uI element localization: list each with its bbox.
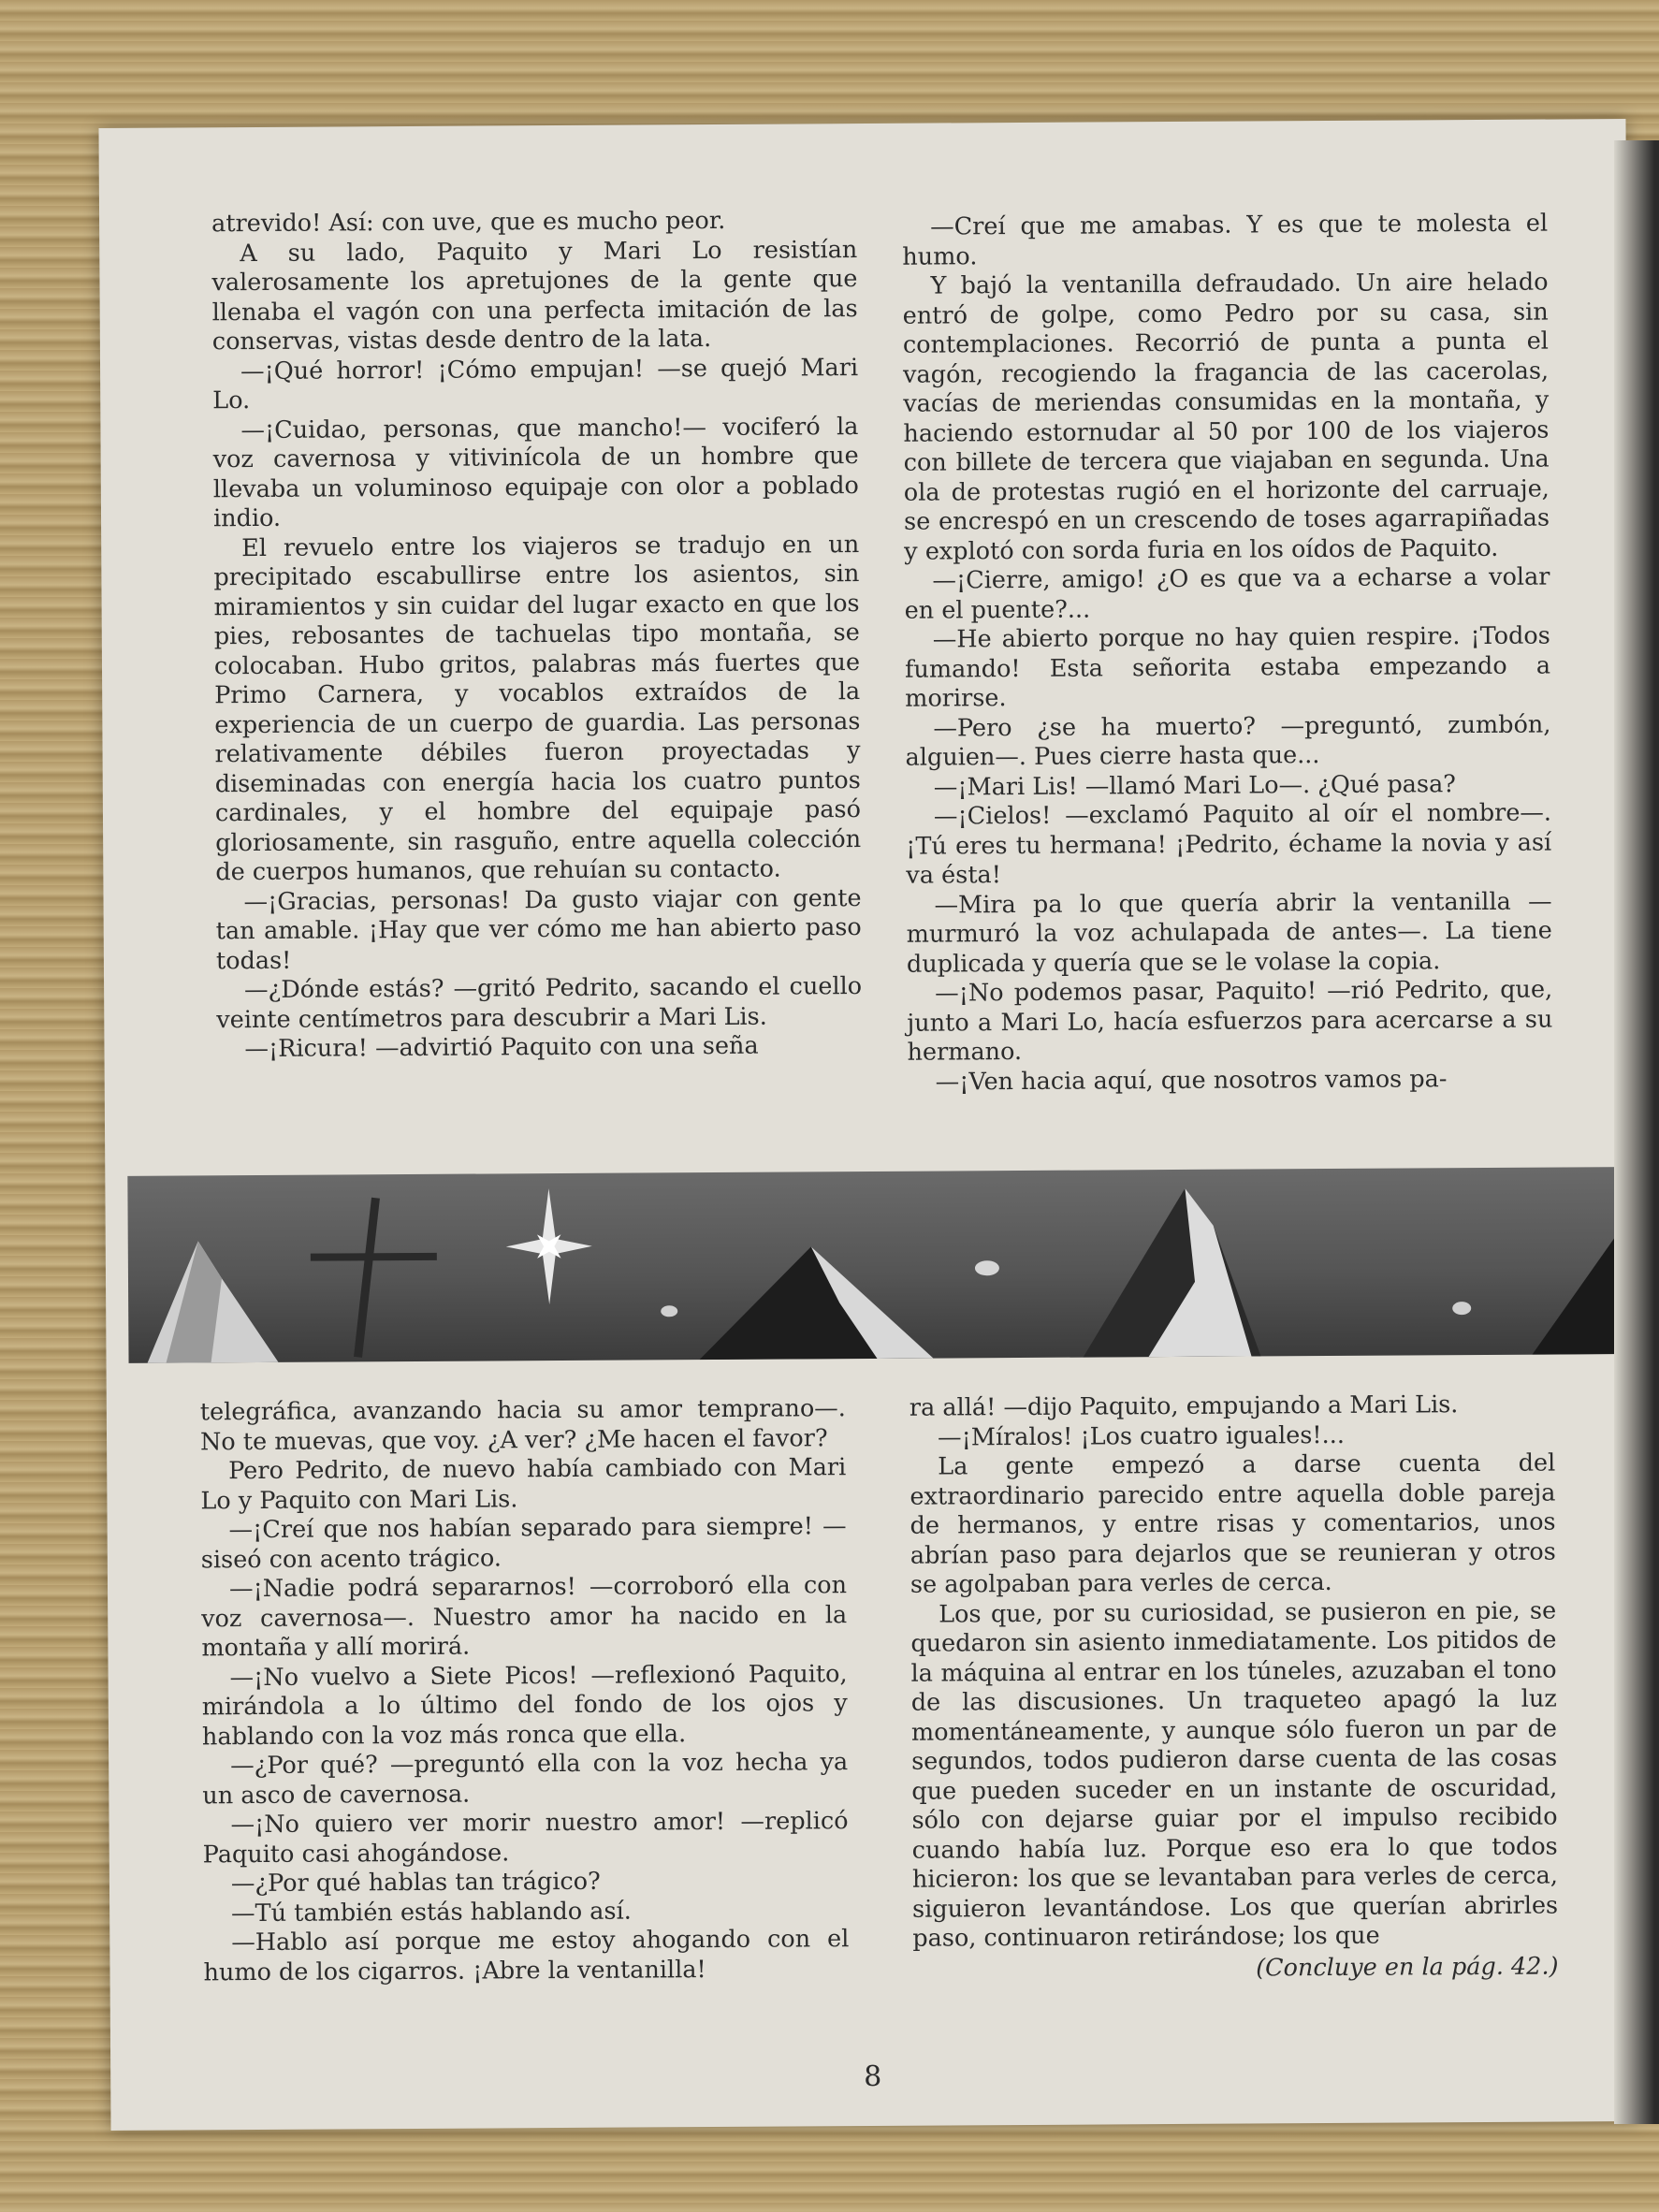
- paragraph: ra allá! —dijo Paquito, empujando a Mari Lis.: [909, 1390, 1459, 1422]
- paragraph: —¿Dónde estás? —gritó Pedrito, sacando el cuello veinte centímetros para descubrir a Mari Lis.: [216, 972, 863, 1034]
- paragraph: —¡Nadie podrá separarnos! —corroboró ella con voz cavernosa—. Nuestro amor ha nacido en la montaña y allí morirá.: [201, 1571, 848, 1663]
- paragraph: —¡Cierre, amigo! ¿O es que va a echarse a volar en el puente?...: [904, 562, 1550, 625]
- paragraph: —Creí que me amabas. Y es que te molesta el humo.: [902, 209, 1549, 271]
- paragraph: —¡Cuidao, personas, que mancho!— vociferó la voz cavernosa y vitivinícola de un hombre que llevaba un voluminoso equipaje con olor a poblado indio.: [212, 412, 859, 533]
- paragraph: —Pero ¿se ha muerto? —preguntó, zumbón, alguien—. Pues cierre hasta que...: [905, 710, 1551, 772]
- paragraph: atrevido! Así: con uve, que es mucho peor.: [211, 206, 726, 239]
- paragraph: —He abierto porque no hay quien respire. ¡Todos fumando! Esta señorita estaba empezando a morirse.: [904, 621, 1551, 713]
- paragraph: Y bajó la ventanilla defraudado. Un aire helado entró de golpe, como Pedro por su casa, sin contemplaciones. Recorrió de punta a punta el vagón, recogiendo la fragancia de las cacerolas, vacías de meriendas consumidas en la montaña, y haciendo estornudar al 50 por 100 de los viajeros con billete de tercera que viajaban en segunda. Una ola de protestas rugió en el horizonte del carruaje, se encrespó en un crescendo de toses agarrapiñadas y explotó con sorda furia en los oídos de Paquito.: [902, 268, 1550, 566]
- paragraph: —¡No podemos pasar, Paquito! —rió Pedrito, que, junto a Mari Lo, hacía esfuerzos para acercarse a su hermano.: [907, 975, 1553, 1067]
- night-mountain-illustration: [127, 1167, 1625, 1363]
- paragraph: —¡No quiero ver morir nuestro amor! —replicó Paquito casi ahogándose.: [202, 1807, 849, 1869]
- text-column-top-left: [211, 206, 863, 1065]
- paragraph: —¡No vuelvo a Siete Picos! —reflexionó Paquito, mirándola a lo último del fondo de los ojos y hablando con la voz más ronca que ella.: [201, 1659, 848, 1751]
- text-column-bottom-left: [200, 1394, 850, 1987]
- paragraph: —¡Ricura! —advirtió Paquito con una seña: [244, 1031, 759, 1064]
- paragraph: La gente empezó a darse cuenta del extraordinario parecido entre aquella doble pareja de hermanos, y entre risas y comentarios, unos abrían paso para dejarlos que se reunieran y otros se agolpaban para verles de cerca.: [910, 1448, 1556, 1599]
- next-page-edge: [1614, 140, 1659, 2124]
- paragraph: —Hablo así porque me estoy ahogando con el humo de los cigarros. ¡Abre la ventanilla!: [203, 1925, 850, 1986]
- paragraph: —¡Ven hacia aquí, que nosotros vamos pa-: [935, 1064, 1448, 1097]
- paragraph: El revuelo entre los viajeros se tradujo en un precipitado escabullirse entre los asientos, sin miramientos y sin cuidar del lugar exacto en que los pies, rebosantes de tachuelas tipo montaña, se colocaban. Hubo gritos, palabras más fuertes que Primo Carnera, y vocablos extraídos de la experiencia de un cuerpo de guardia. Las personas relativamente débiles fueron proyectadas y diseminadas con energía hacia los cuatro puntos cardinales, y el hombre del equipaje pasó gloriosamente, sin rasguño, entre aquella colección de cuerpos humanos, que rehuían su contacto.: [213, 530, 862, 887]
- page-number: 8: [864, 2059, 882, 2094]
- paragraph: —Tú también estás hablando así.: [231, 1897, 632, 1928]
- paragraph: A su lado, Paquito y Mari Lo resistían valerosamente los apretujones de la gente que llenaba el vagón con una perfecta imitación de las conservas, vistas desde dentro de la lata.: [211, 235, 858, 357]
- paragraph: Pero Pedrito, de nuevo había cambiado con Mari Lo y Paquito con Mari Lis.: [200, 1453, 847, 1515]
- continuation-note: (Concluye en la pág. 42.): [1256, 1952, 1559, 1982]
- paragraph: —¡Cielos! —exclamó Paquito al oír el nombre—. ¡Tú eres tu hermana! ¡Pedrito, échame la novia y así va ésta!: [906, 798, 1552, 890]
- paragraph: —¿Por qué hablas tan trágico?: [230, 1867, 601, 1899]
- mountain-star-cross-icon: [127, 1167, 1625, 1363]
- magazine-page: [98, 119, 1637, 2131]
- paragraph: —¡Creí que nos habían separado para siempre! —siseó con acento trágico.: [200, 1512, 847, 1574]
- paragraph: —¡Gracias, personas! Da gusto viajar con gente tan amable. ¡Hay que ver cómo me han abierto paso todas!: [215, 883, 862, 975]
- text-column-top-right: [902, 210, 1553, 1098]
- paragraph: —¡Míralos! ¡Los cuatro iguales!...: [937, 1420, 1346, 1452]
- text-column-bottom-right: [910, 1390, 1559, 1986]
- paragraph: —Mira pa lo que quería abrir la ventanilla —murmuró la voz achulapada de antes—. La tiene duplicada y quería que se le volase la copia.: [906, 887, 1552, 979]
- paragraph: Los que, por su curiosidad, se pusieron en pie, se quedaron sin asiento inmediatamente. Los pitidos de la máquina al entrar en los túneles, azuzaban el tono de las discusiones. Un traqueteo apagó la luz momentáneamente, y aunque sólo fueron un par de segundos, todos pudieron darse cuenta de las cosas que pueden suceder en un instante de oscuridad, sólo con dejarse guiar por el impulso recibido cuando había luz. Porque eso era lo que todos hicieron: los que se levantaban para verles de cerca, siguieron levantándose. Los que querían abrirles paso, continuaron retirándose; los que: [910, 1596, 1559, 1953]
- paragraph: —¿Por qué? —preguntó ella con la voz hecha ya un asco de cavernosa.: [202, 1748, 849, 1810]
- paragraph: —¡Qué horror! ¡Cómo empujan! —se quejó Mari Lo.: [212, 353, 859, 415]
- paragraph: —¡Mari Lis! —llamó Mari Lo—. ¿Qué pasa?: [933, 769, 1457, 802]
- paragraph: telegráfica, avanzando hacia su amor temprano—. No te muevas, que voy. ¿A ver? ¿Me hacen el favor?: [199, 1394, 846, 1456]
